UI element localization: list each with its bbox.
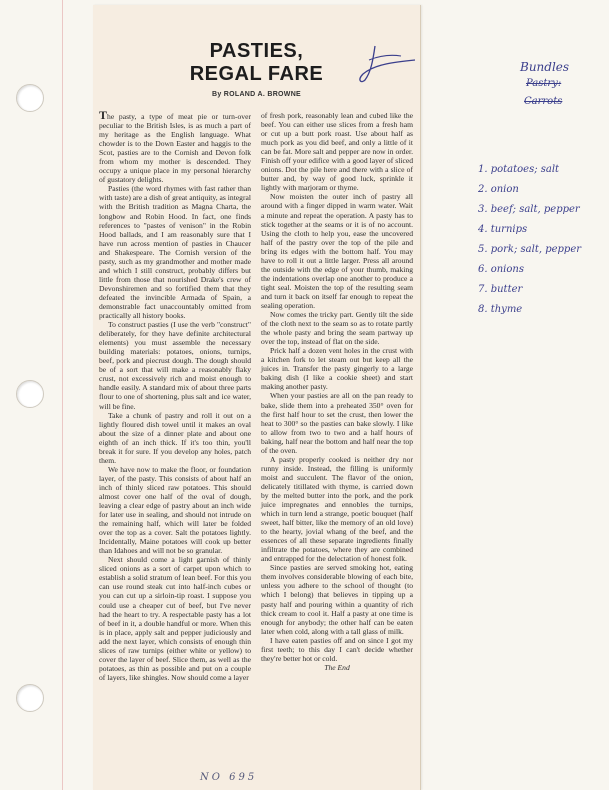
article-paragraph: When your pasties are all on the pan ready to bake, slide them into a preheated 350° oven for the first half hour to set the crust, then lower the heat to 300° so the pasties can bake slowly. I like to allow from two to two and a half hours of baking, half near the bottom and half near the top of the oven. [261, 391, 413, 455]
margin-line [62, 0, 63, 790]
article-paragraph: A pasty properly cooked is neither dry nor runny inside. Instead, the filling is uniformly moist and succulent. The flavor of the onion, delicately titillated with thyme, is carried down by the melted butter into the pork, and the pork juice impregnates and ennobles the turnips, which in turn lend a strange, poetic bouquet (half sweet, half bitter, like the memory of an old love) to the hearty, jovial whang of the beef, and the essences of all these separate ingredients finally infiltrate the potatoes, where they are combined and entrapped for the delectation of honest folk. [261, 454, 413, 564]
article-paragraph: Now moisten the outer inch of pastry all around with a finger dipped in warm water. Wait a minute and repeat the operation. A pasty has to stick together at the seams or it is of no account. Using the cloth to help you, ease the uncovered half of the pastry over the top of the pile and bring its edges with the bottom half. You may have to roll it out a little larger. Press all around the outside with the edge of your thumb, making the indentations overlap one another to produce a tight seal. Moisten the top of the resulting seam and turn it back on itself far enough to repeat the sealing operation. [261, 192, 413, 310]
the-end: The End [324, 662, 350, 672]
article-paragraph: Next should come a light garnish of thinly sliced onions as a sort of carpet upon which to establish a solid stratum of lean beef. For this you can use round steak cut into half-inch cubes or you can cut up a sirloin-tip roast. I suppose you could use a cheaper cut of beef, but I've never had the heart to try. A respectable pasty has a lot of beef in it, a double handful or more. When this is in place, apply salt and pepper judiciously and add the next layer, which consists of enough thin slices of raw turnips (either white or yellow) to cover the layer of beef. Slice them, as well as the potatoes, as thin as possible and put on a couple of layers, like shingles. Now should come a layer [99, 555, 251, 682]
headline-line-2: REGAL FARE [189, 63, 324, 85]
binder-hole-top [16, 84, 44, 112]
ingredient-item: 5. pork; salt, pepper [478, 244, 582, 255]
headline-line-1: PASTIES, [209, 40, 304, 62]
article-paragraph: Pasties (the word rhymes with fast rather than with taste) are a dish of great antiquity, as integral with the British tradition as Magna Charta, the longbow and Robin Hood. In fact, one finds references to "pastes of venison" in the Robin Hood ballads, and I am reasonably sure that I have run across mention of pasties in Chaucer and Shakespeare. The Cornish version of the pasty, such as my grandmother and mother made and which I still construct, probably differs but little from those that nourished Drake's crew of Devonshiremen and so fortified them that they defeated the invincible Armada of Spain, a demonstrable fact unaccountably omitted from practically all history books. [99, 184, 251, 321]
ingredient-item: 7. butter [478, 284, 523, 295]
handwritten-title: Bundles [520, 60, 570, 74]
article-paragraph: Take a chunk of pastry and roll it out on a lightly floured dish towel until it makes an oval about the size of a dinner plate and about one eighth of an inch thick. If it's too thin, you'll break it for sure. If you develop any holes, patch them. [99, 410, 251, 465]
ingredient-item: 3. beef; salt, pepper [478, 204, 580, 215]
handwritten-struck-pastry: Pastry: [526, 78, 562, 89]
article-paragraph: We have now to make the floor, or foundation layer, of the pasty. This consists of about half an inch of thinly sliced raw potatoes. This should almost cover one half of the oval of dough, leaving a clear edge of pastry about an inch wide for later use in sealing, and should not intrude on the remaining half, which will later be folded over the top as a cover. Salt the potatoes lightly. Incidentally, Maine potatoes will cook up better than Idahoes and will not be so granular. [99, 464, 251, 556]
binder-hole-bottom [16, 684, 44, 712]
article-paragraph: Since pasties are served smoking hot, eating them involves considerable blowing of each bite, unless you adhere to the school of thought (to which I belong) that believes in tipping up a pasty half and pouring within a quantity of rich thick cream to cool it. Half a pasty at one time is enough for anybody; the other half can be eaten later when cold, along with a tall glass of milk. [261, 563, 413, 636]
binder-hole-middle [16, 380, 44, 408]
article-column-right [261, 111, 413, 672]
page-number: NO 695 [200, 772, 258, 783]
drop-cap: T [99, 108, 108, 122]
article-paragraph: Now comes the tricky part. Gently tilt the side of the cloth next to the seam so as to rotate partly the whole pasty and bring the seam partway up over the top, instead of flat on the side. [261, 310, 413, 347]
article-paragraph: To construct pasties (I use the verb "construct" deliberately, for they have definite architectural elements) you must assemble the necessary building materials: potatoes, onions, turnips, beef, pork and piecrust dough. The dough should be of a sort that will make a reasonably flaky crust, not excessively rich and moist enough to handle easily. A standard mix of about three parts flour to one of shortening, plus salt and ice water, will be fine. [99, 320, 251, 411]
ink-signature-icon [355, 40, 435, 90]
handwritten-ingredient-list [478, 164, 582, 315]
ingredient-item: 4. turnips [478, 224, 528, 235]
article-column-left [99, 108, 251, 682]
byline: By ROLAND A. BROWNE [211, 91, 302, 98]
handwritten-struck-carrots: Carrots [524, 96, 563, 107]
article-paragraph: of fresh pork, reasonably lean and cubed like the beef. You can either use slices from a fresh ham or cut up a butt pork roast. Use about half as much pork as you did beef, and only a little of it can be fat. More salt and pepper are now in order. Finish off your edifice with a good layer of sliced onions. Dot the pile here and there with a slice of butter and, by way of good luck, sprinkle it lightly with marjoram or thyme. [261, 111, 413, 193]
ingredient-item: 6. onions [478, 264, 524, 275]
ingredient-item: 1. potatoes; salt [478, 164, 560, 175]
article-paragraph: The pasty, a type of meat pie or turn-over peculiar to the British Isles, is as much a part of my heritage as the English language. What chowder is to the Down Easter and haggis to the Scot, pasties are to the Cornish and Devon folk from whom my mother is descended. They occupy a unique place in my personal hierarchy of gustatory delights. [99, 108, 251, 185]
article-paragraph: Prick half a dozen vent holes in the crust with a kitchen fork to let steam out but keep all the juices in. Transfer the pasty gingerly to a large baking dish (I like a cookie sheet) and start making another pasty. [261, 346, 413, 392]
newspaper-clipping [93, 5, 421, 790]
ingredient-item: 2. onion [478, 184, 519, 195]
article-paragraph: I have eaten pasties off and on since I got my first teeth; to this day I can't decide whether they're better hot or cold. [261, 635, 413, 663]
ingredient-item: 8. thyme [478, 304, 523, 315]
